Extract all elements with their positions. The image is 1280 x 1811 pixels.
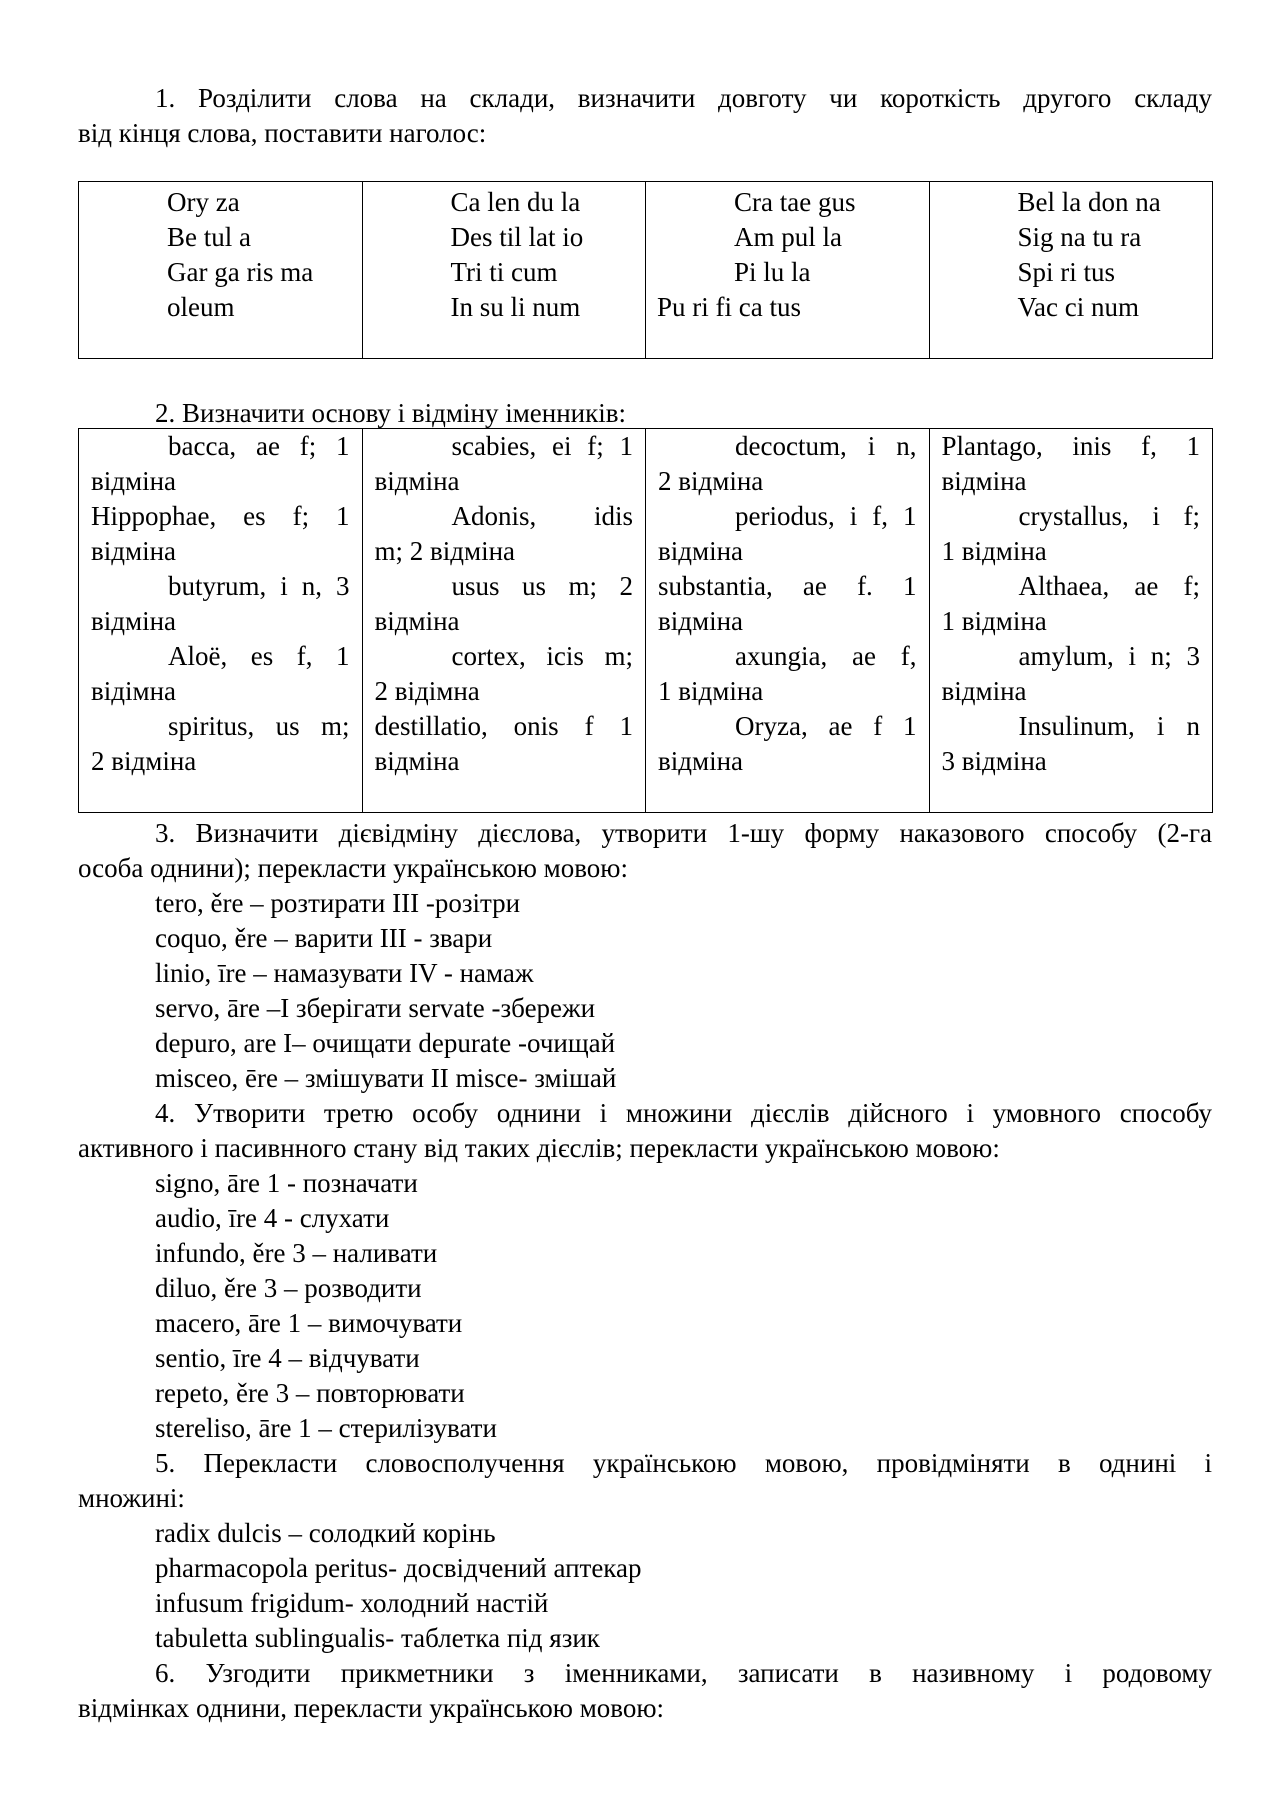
table-row	[79, 182, 1213, 359]
task5-instruction: 5. Перекласти словосполучення українською мовою, провідміняти в однині і множині:	[78, 1448, 1212, 1513]
table-cell: scabies, ei f; 1 відміна Adonis, idis m; 2 відміна usus us m; 2 відміна cortex, icis m; 2 відімна destillatio, onis f 1 відміна	[362, 429, 646, 813]
list-item: depuro, are I– очищати depurate -очищай	[155, 1028, 616, 1058]
list-item: coquo, ěre – варити III - звари	[155, 923, 493, 953]
task4-instruction: 4. Утворити третю особу однини і множини дієслів дійсного і умовного способу активного і пасивнного стану від таких дієслів; перекласти українською мовою:	[78, 1098, 1212, 1163]
task2-instruction: 2. Визначити основу і відміну іменників:	[155, 398, 626, 428]
list-item: linio, īre – намазувати IV - намаж	[155, 958, 534, 988]
table-row	[79, 429, 1213, 813]
task3-instruction: 3. Визначити дієвідміну дієслова, утворити 1-шу форму наказового способу (2-га особа однини); перекласти українською мовою:	[78, 818, 1212, 883]
table-cell: bacca, ae f; 1 відміна Hippophae, es f; 1 відміна butyrum, i n, 3 відміна Aloë, es f, 1 відімна spiritus, us m; 2 відміна	[79, 429, 363, 813]
list-item: radix dulcis – солодкий корінь	[155, 1518, 496, 1548]
list-item: pharmacopola peritus- досвідчений аптекар	[155, 1553, 642, 1583]
table-cell: Ory za Be tul a Gar ga ris ma oleum	[79, 182, 363, 359]
list-item: tabuletta sublingualis- таблетка під язик	[155, 1623, 600, 1653]
table-cell: Plantago, inis f, 1 відміна crystallus, i f; 1 відміна Althaea, ae f; 1 відміна amylum, i n; 3 відміна Insulinum, i n 3 відміна	[929, 429, 1213, 813]
list-item: sentio, īre 4 – відчувати	[155, 1343, 420, 1373]
nouns-table	[78, 428, 1213, 813]
table-cell: Bel la don na Sig na tu ra Spi ri tus Vac ci num	[929, 182, 1213, 359]
list-item: stereliso, āre 1 – стерилізувати	[155, 1413, 497, 1443]
syllables-table	[78, 181, 1213, 359]
table-cell: decoctum, i n, 2 відміна periodus, i f, 1 відміна substantia, ae f. 1 відміна axungia, ae f, 1 відміна Oryza, ae f 1 відміна	[646, 429, 930, 813]
list-item: audio, īre 4 - слухати	[155, 1203, 390, 1233]
task1-instruction: 1. Розділити слова на склади, визначити довготу чи короткість другого складу від кінця слова, поставити наголос:	[78, 83, 1212, 148]
table-cell: Ca len du la Des til lat io Tri ti cum In su li num	[362, 182, 646, 359]
list-item: diluo, ěre 3 – розводити	[155, 1273, 422, 1303]
list-item: misceo, ēre – змішувати II misce- змішай	[155, 1063, 617, 1093]
list-item: signo, āre 1 - позначати	[155, 1168, 418, 1198]
list-item: servo, āre –I зберігати servate -збережи	[155, 993, 596, 1023]
list-item: macero, āre 1 – вимочувати	[155, 1308, 463, 1338]
list-item: infundo, ěre 3 – наливати	[155, 1238, 438, 1268]
table-cell: Cra tae gus Am pul la Pi lu la Pu ri fi ca tus	[646, 182, 930, 359]
list-item: infusum frigidum- холодний настій	[155, 1588, 549, 1618]
list-item: repeto, ěre 3 – повторювати	[155, 1378, 465, 1408]
task6-instruction: 6. Узгодити прикметники з іменниками, записати в називному і родовому відмінках однини, перекласти українською мовою:	[78, 1658, 1212, 1723]
list-item: tero, ěre – розтирати III -розітри	[155, 888, 521, 918]
